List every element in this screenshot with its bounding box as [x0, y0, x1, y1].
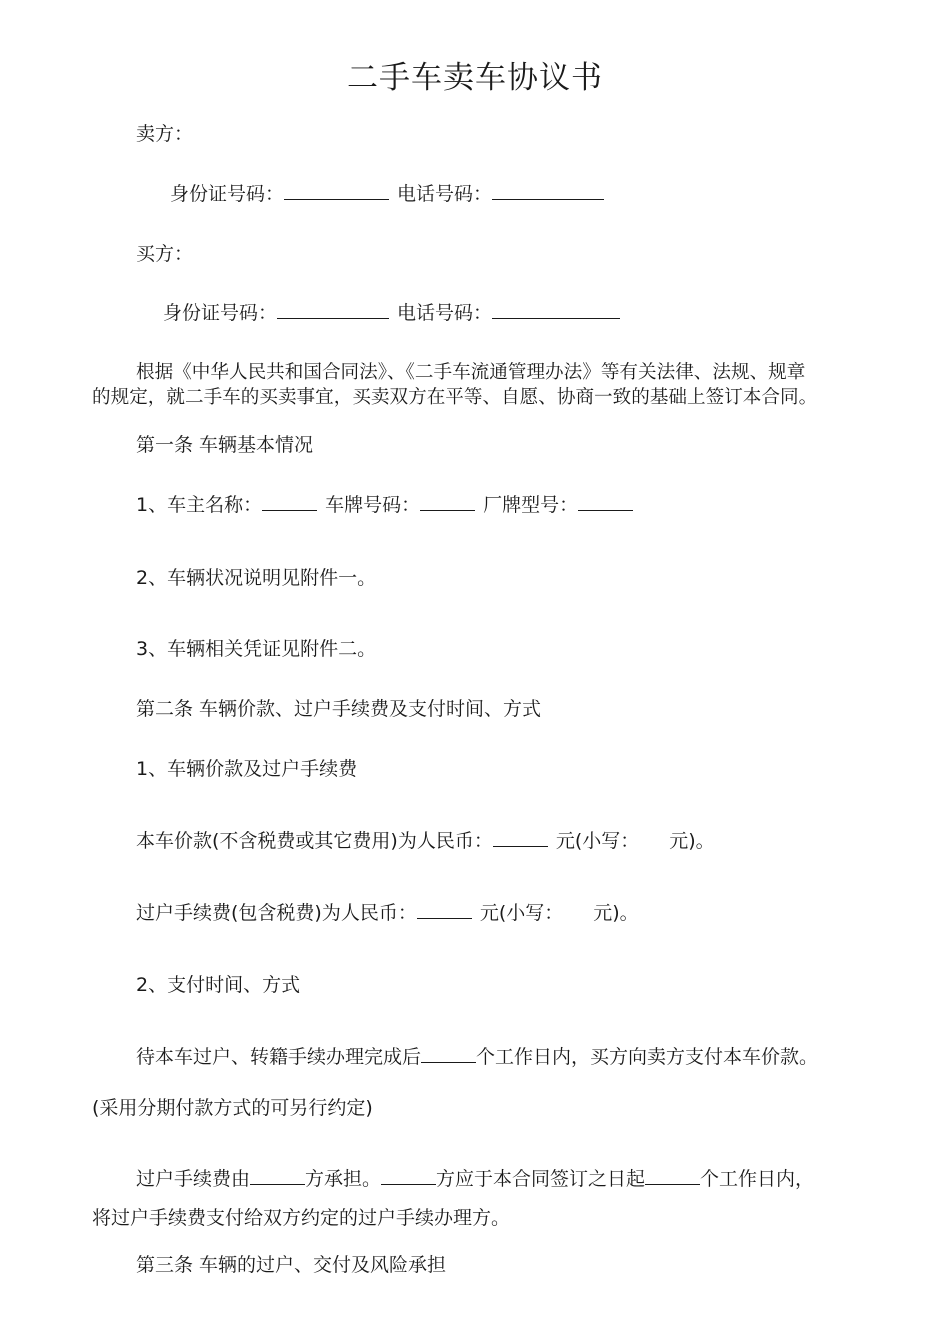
fee-suffix: 元(小写： [479, 902, 564, 924]
model-label: 厂牌型号： [483, 494, 579, 516]
buyer-phone-blank [492, 300, 620, 319]
fee-row [136, 900, 639, 926]
seller-label: 卖方： [136, 123, 194, 145]
seller-id-row [170, 181, 604, 207]
article2-sub2: 2、支付时间、方式 [136, 974, 301, 996]
article3-heading: 第三条 车辆的过户、交付及风险承担 [136, 1254, 447, 1276]
payment-suffix: 个工作日内，买方向卖方支付本车价款。 [476, 1046, 819, 1068]
fee-blank [417, 900, 472, 919]
article1-item2: 2、车辆状况说明见附件一。 [136, 567, 377, 589]
payment-note: (采用分期付款方式的可另行约定) [92, 1097, 373, 1119]
preamble-line-2: 的规定，就二手车的买卖事宜，买卖双方在平等、自愿、协商一致的基础上签订本合同。 [92, 387, 818, 408]
plate-blank [420, 492, 475, 511]
fee-payment-part2: 方承担。 [305, 1168, 382, 1190]
article1-heading: 第一条 车辆基本情况 [136, 434, 314, 456]
buyer-phone-label: 电话号码： [397, 302, 493, 324]
payment-row [136, 1044, 818, 1070]
fee-bearer-blank [250, 1166, 305, 1185]
price-prefix: 本车价款(不含税费或其它费用)为人民币： [136, 830, 493, 852]
article1-item3: 3、车辆相关凭证见附件二。 [136, 638, 377, 660]
owner-blank [262, 492, 317, 511]
seller-id-label: 身份证号码： [170, 183, 285, 205]
fee-payment-line2: 将过户手续费支付给双方约定的过户手续办理方。 [92, 1207, 511, 1229]
price-row [136, 828, 715, 854]
buyer-id-blank [277, 300, 389, 319]
model-blank [578, 492, 633, 511]
owner-label: 1、车主名称： [136, 494, 263, 516]
fee-payment-part4: 个工作日内， [700, 1168, 815, 1190]
payment-days-blank [421, 1044, 476, 1063]
plate-label: 车牌号码： [325, 494, 421, 516]
price-blank [493, 828, 548, 847]
fee-payer-blank [381, 1166, 436, 1185]
buyer-label: 买方： [136, 243, 194, 265]
article1-item1 [136, 492, 633, 518]
payment-prefix: 待本车过户、转籍手续办理完成后 [136, 1046, 422, 1068]
seller-phone-label: 电话号码： [397, 183, 493, 205]
fee-prefix: 过户手续费(包含税费)为人民币： [136, 902, 417, 924]
seller-id-blank [284, 181, 389, 200]
document-title: 二手车卖车协议书 [347, 60, 603, 96]
buyer-id-label: 身份证号码： [163, 302, 278, 324]
fee-payment-row [136, 1166, 814, 1192]
fee-payment-part3: 方应于本合同签订之日起 [436, 1168, 646, 1190]
buyer-id-row [163, 300, 620, 326]
article2-sub1: 1、车辆价款及过户手续费 [136, 758, 358, 780]
fee-payment-part1: 过户手续费由 [136, 1168, 251, 1190]
fee-days-blank [645, 1166, 700, 1185]
price-suffix: 元(小写： [555, 830, 640, 852]
article2-heading: 第二条 车辆价款、过户手续费及支付时间、方式 [136, 698, 542, 720]
preamble-line-1: 根据《中华人民共和国合同法》、《二手车流通管理办法》等有关法律、法规、规章 [136, 362, 806, 383]
fee-end: 元)。 [593, 902, 639, 924]
seller-phone-blank [492, 181, 604, 200]
price-end: 元)。 [669, 830, 715, 852]
